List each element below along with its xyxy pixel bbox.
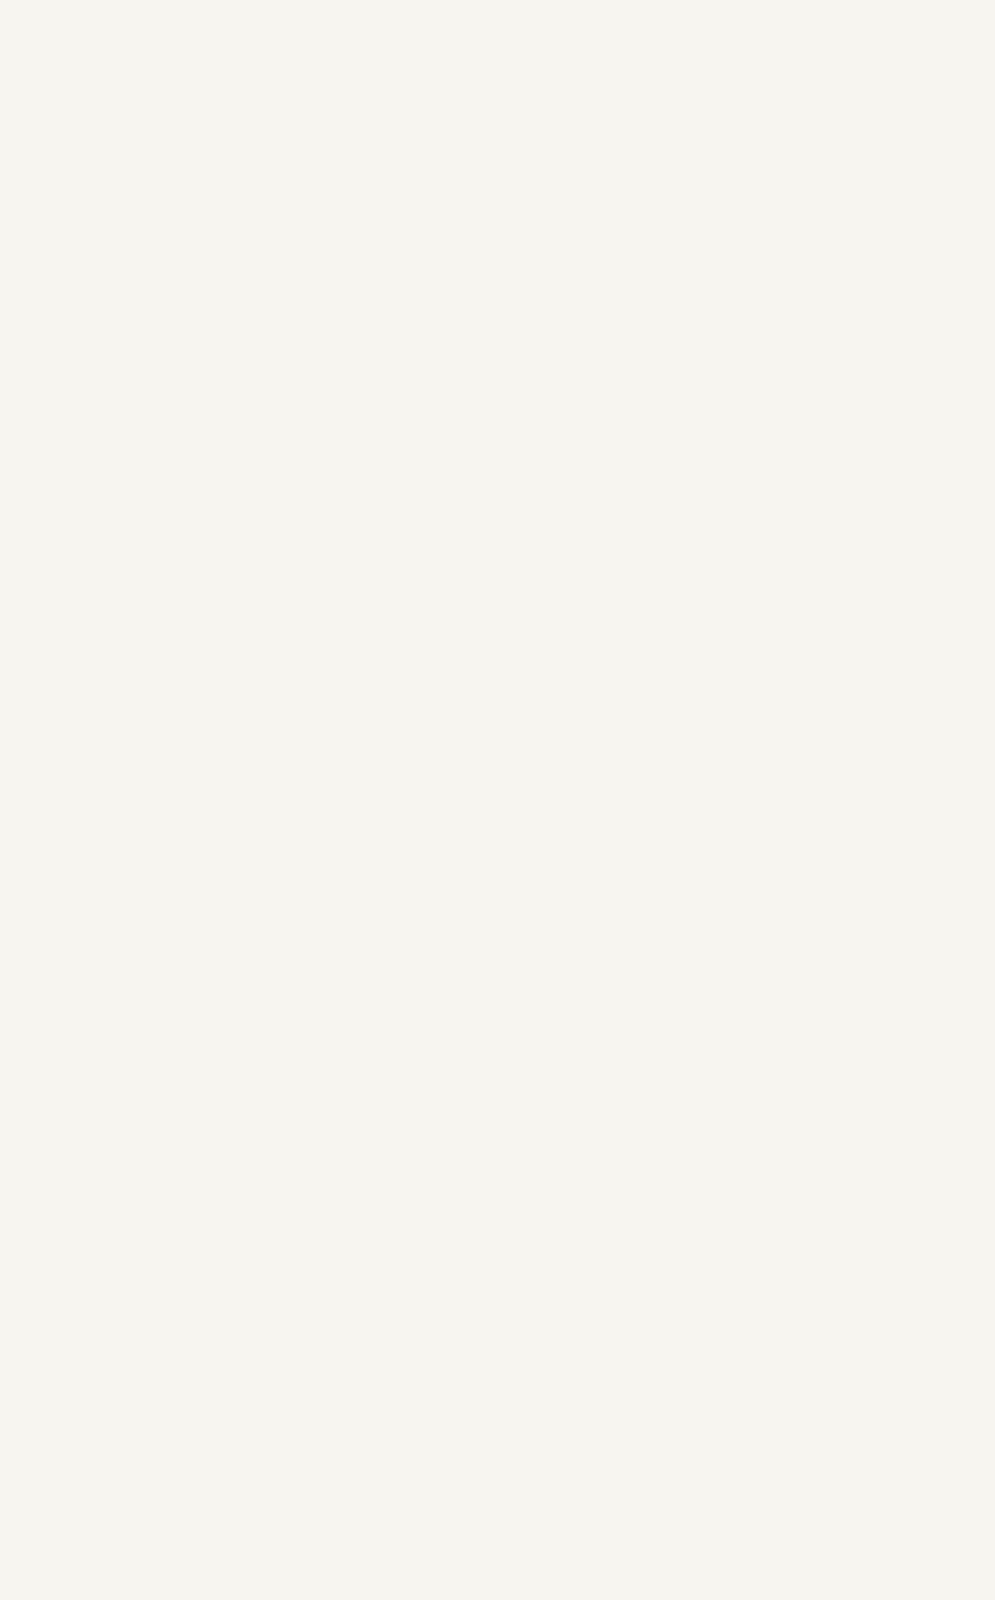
watermark-logo — [805, 1530, 975, 1592]
